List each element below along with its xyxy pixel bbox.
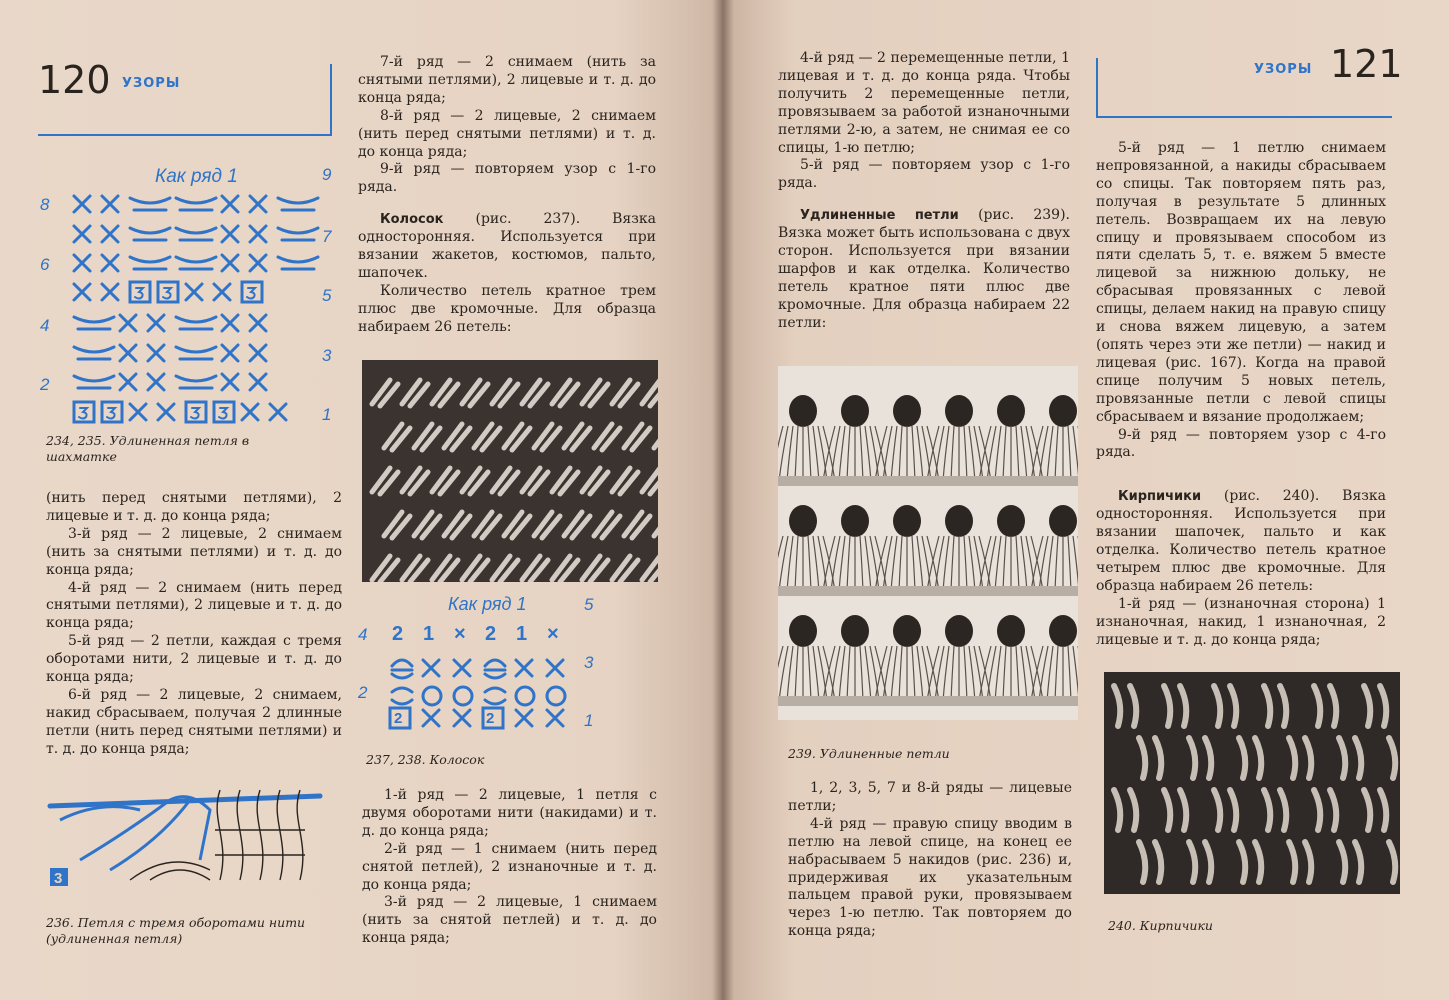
paragraph: 1-й ряд — (изнаночная сторона) 1 изнаночная, накид, 1 изнаночная, 2 лицевые и т. д. до конца ряда; — [1096, 595, 1386, 648]
loop-hole — [789, 395, 817, 427]
paragraph: 4-й ряд — 2 снимаем (нить перед снятыми петлями), 2 лицевые и т. д. до конца ряда; — [46, 579, 342, 632]
loop-hole — [893, 615, 921, 647]
paragraph: 7-й ряд — 2 снимаем (нить за снятыми петлями), 2 лицевые и т. д. до конца ряда; — [358, 54, 656, 106]
stitch-symbol — [74, 376, 114, 381]
loop-hole — [841, 615, 869, 647]
loop-hole — [841, 505, 869, 537]
loop-hole — [1049, 505, 1077, 537]
chart-symbol: × — [454, 623, 466, 645]
page-number: 120 — [38, 58, 111, 102]
chart-row-label: 3 — [322, 346, 332, 365]
stitch-symbol — [176, 198, 216, 203]
paragraph: 5-й ряд — 1 петлю снимаем непровязанной, а накиды сбрасываем со спицы. Так повторяем пять раз, получая в результате 5 длинных петель. Возвращаем их на левую спицу и провязываем способом из пяти сделать 5, т. е. вяжем 5 вместе лицевой за нижнюю дольку, не сбрасывая провязанных с левой спицы, делаем накид на правую спицу и снова вяжем лицевую, а затем (опять через эти же петли) — накид и лицевая (рис. 167). Когда на правой спице получим 5 новых петель, провязанные петли с левой спицы сбрасываем и вязание продолжаем; — [1096, 140, 1386, 425]
stitch-symbol — [130, 228, 170, 233]
paragraph: 3-й ряд — 2 лицевые, 2 снимаем (нить за снятыми петлями) и т. д. до конца ряда; — [46, 525, 342, 578]
chart-row-label: 4 — [358, 625, 368, 644]
chart-row-label: 1 — [322, 405, 332, 424]
stitch-symbol — [74, 317, 114, 322]
stitch-symbol — [130, 198, 170, 203]
photo-239-elongated-loops — [778, 366, 1078, 720]
stitch-symbol — [423, 687, 441, 705]
chart-badge: 2 — [486, 710, 495, 727]
stitch-symbol — [278, 198, 318, 203]
paragraph: Количество петель кратное трем плюс две кромочные. Для образца набираем 26 петель: — [358, 282, 656, 335]
section-heading: Кирпичики — [1118, 489, 1202, 505]
book-gutter — [712, 0, 734, 1000]
stitch-symbol — [74, 347, 114, 352]
chart-row-label: 3 — [584, 653, 594, 672]
paragraph: 4-й ряд — правую спицу вводим в петлю на левой спице, на конец ее набрасываем 5 накидов (рис. 236) и, придерживая их указательным пальцем правой руки, провязываем через 1-ю петлю. Так повторяем до конца ряда; — [788, 815, 1072, 940]
section-intro: (рис. 239). Вязка может быть использована с двух сторон. Используется при вязании шарфов и как отделка. Количество петель кратное пяти плюс две кромочные. Для образца набираем 22 петли: — [778, 207, 1070, 331]
caption-240: 240. Кирпичики — [1108, 918, 1213, 933]
photo-237-kolosok — [362, 360, 658, 582]
stitch-symbol — [176, 347, 216, 352]
section-heading: Колосок — [380, 212, 444, 228]
stitch-symbol — [392, 660, 412, 666]
stitch-symbol — [392, 700, 412, 704]
photo-240-bricks — [1104, 672, 1400, 894]
figure-236-drawing — [40, 770, 340, 900]
stitch-symbol — [485, 700, 505, 704]
paragraph: 6-й ряд — 2 лицевые, 2 снимаем, накид сбрасываем, получая 2 длинные петли (нить перед снятыми петлями) и т. д. до конца ряда; — [46, 686, 342, 757]
knit-band — [778, 696, 1078, 706]
loop-hole — [997, 615, 1025, 647]
paragraph: 2-й ряд — 1 снимаем (нить перед снятой петлей), 2 изнаночные и т. д. до конца ряда; — [362, 840, 657, 893]
loop-hole — [789, 505, 817, 537]
paragraph: 1, 2, 3, 5, 7 и 8-й ряды — лицевые петли; — [788, 780, 1072, 814]
stitch-symbol — [485, 660, 505, 666]
chart-symbol: 2 — [392, 623, 404, 645]
chart-title: Как ряд 1 — [448, 594, 527, 614]
paragraph: 5-й ряд — повторяем узор с 1-го ряда. — [778, 157, 1070, 192]
paragraph: 9-й ряд — повторяем узор с 1-го ряда. — [358, 161, 656, 196]
chart-row-label: 2 — [40, 375, 50, 394]
header-rule — [38, 134, 332, 136]
chart-symbol: 1 — [516, 623, 528, 645]
paragraph: 3-й ряд — 2 лицевые, 1 снимаем (нить за снятой петлей) и т. д. до конца ряда; — [362, 894, 657, 947]
loop-hole — [1049, 395, 1077, 427]
stitch-symbol — [176, 257, 216, 262]
chart-row-label: 1 — [584, 711, 594, 730]
left-page — [0, 0, 722, 1000]
right-column-2 — [1096, 140, 1386, 649]
section-heading: Удлиненные петли — [800, 208, 959, 224]
stitch-symbol — [247, 288, 255, 299]
stitch-symbol — [191, 408, 199, 419]
stitch-symbol — [392, 688, 412, 692]
chart-row-label: 4 — [40, 316, 50, 335]
chart-symbol: 1 — [423, 623, 435, 645]
section-intro: (рис. 240). Вязка односторонняя. Используется при вязании шапочек, пальто и как отделка. Количество петель кратное четырем плюс две кромочные. Для образца набираем 26 петель: — [1096, 488, 1387, 594]
chart-symbol: × — [547, 623, 559, 645]
paragraph: 9-й ряд — повторяем узор с 4-го ряда. — [1096, 426, 1386, 461]
stitch-symbol — [135, 288, 143, 299]
section-label: УЗОРЫ — [1254, 62, 1313, 77]
stitch-symbol — [176, 317, 216, 322]
stitch-chart-237 — [352, 590, 622, 740]
middle-column-bottom — [362, 787, 657, 948]
stitch-chart-234 — [30, 158, 340, 428]
right-column-1-top — [778, 50, 1070, 333]
stitch-symbol — [454, 687, 472, 705]
chart-row-label: 9 — [322, 165, 332, 184]
stitch-symbol — [485, 688, 505, 692]
stitch-symbol — [516, 687, 534, 705]
page-number: 121 — [1330, 42, 1403, 86]
chart-symbol: 2 — [485, 623, 497, 645]
stitch-symbol — [130, 257, 170, 262]
paragraph: 8-й ряд — 2 лицевые, 2 снимаем (нить перед снятыми петлями) и т. д. до конца ряда; — [358, 107, 656, 160]
header-rule-vertical — [330, 64, 332, 136]
paragraph: 1-й ряд — 2 лицевые, 1 петля с двумя оборотами нити (накидами) и т. д. до конца ряда; — [362, 787, 657, 839]
chart-title: Как ряд 1 — [155, 166, 238, 187]
stitch-symbol — [278, 228, 318, 233]
caption-236: 236. Петля с тремя оборотами нити (удлиненная петля) — [46, 915, 306, 946]
loop-hole — [893, 395, 921, 427]
caption-239: 239. Удлиненные петли — [788, 746, 950, 761]
chart-row-label: 5 — [322, 286, 332, 305]
stitch-symbol — [547, 687, 565, 705]
paragraph: 5-й ряд — 2 петли, каждая с тремя оборотами нити, 2 лицевые и т. д. до конца ряда; — [46, 633, 342, 686]
chart-row-label: 8 — [40, 195, 50, 214]
section-intro: (рис. 237). Вязка односторонняя. Используется при вязании жакетов, костюмов, пальто, шапочек. — [358, 211, 657, 281]
loop-hole — [1049, 615, 1077, 647]
loop-hole — [893, 505, 921, 537]
stitch-symbol — [107, 408, 115, 419]
header-rule — [1096, 116, 1392, 118]
loop-hole — [945, 395, 973, 427]
header-rule-vertical — [1096, 58, 1098, 118]
chart-badge: 2 — [394, 710, 403, 727]
paragraph: (нить перед снятыми петлями), 2 лицевые и т. д. до конца ряда; — [46, 490, 342, 524]
right-column-1-bottom — [788, 780, 1072, 941]
right-page — [722, 0, 1449, 1000]
knit-band — [778, 586, 1078, 596]
loop-hole — [945, 505, 973, 537]
chart-row-label: 7 — [322, 227, 332, 246]
stitch-symbol — [79, 408, 87, 419]
stitch-symbol — [219, 408, 227, 419]
stitch-symbol — [278, 257, 318, 262]
caption-234: 234, 235. Удлиненная петля в шахматке — [46, 433, 250, 464]
caption-237: 237, 238. Колосок — [366, 752, 485, 767]
loop-hole — [997, 505, 1025, 537]
figure-badge: 3 — [54, 870, 63, 887]
chart-row-label: 2 — [358, 683, 368, 702]
loop-hole — [945, 615, 973, 647]
knit-band — [778, 476, 1078, 486]
stitch-symbol — [392, 674, 412, 678]
stitch-symbol — [163, 288, 171, 299]
stitch-symbol — [176, 376, 216, 381]
middle-column-top — [358, 54, 656, 337]
chart-row-label: 6 — [40, 255, 50, 274]
loop-hole — [997, 395, 1025, 427]
loop-hole — [841, 395, 869, 427]
left-column-text — [46, 490, 342, 759]
chart-row-label: 5 — [584, 595, 594, 614]
loop-hole — [789, 615, 817, 647]
section-label: УЗОРЫ — [122, 76, 181, 91]
stitch-symbol — [176, 228, 216, 233]
stitch-symbol — [485, 674, 505, 678]
paragraph: 4-й ряд — 2 перемещенные петли, 1 лицевая и т. д. до конца ряда. Чтобы получить 2 перемещенные петли, провязываем за работой изнаночными петлями 2-ю, а затем, не снимая ее со спицы, 1-ю петлю; — [778, 50, 1070, 156]
